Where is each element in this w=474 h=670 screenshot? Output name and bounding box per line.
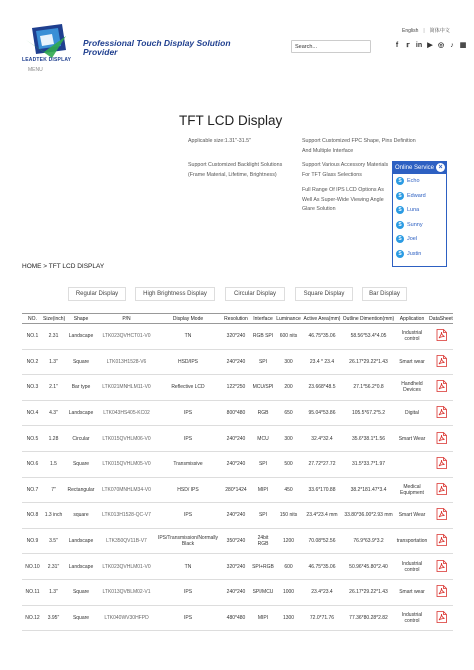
- cell-pn[interactable]: LTK013H1528-V6: [98, 349, 155, 375]
- cell-display-mode: TN: [155, 554, 221, 580]
- cell-size: 4.3": [43, 400, 64, 426]
- shopping-icon[interactable]: ▦: [459, 42, 467, 49]
- cell-size: 1.5: [43, 451, 64, 477]
- cell-pn[interactable]: LTK013H1528-QC-V7: [98, 503, 155, 529]
- agent-name: Sunny: [407, 221, 423, 228]
- language-switcher: [402, 27, 450, 34]
- table-row[interactable]: [22, 554, 453, 580]
- cell-no: NO.2: [22, 349, 43, 375]
- cell-datasheet: [429, 605, 453, 631]
- cell-pn[interactable]: LTK040WV30HFPD: [98, 605, 155, 631]
- cell-size: 7": [43, 477, 64, 503]
- cell-shape: Square: [64, 579, 98, 605]
- col-header-luminance: Luminance: [276, 315, 301, 322]
- table-row[interactable]: [22, 528, 453, 554]
- online-service-title: Online Service: [395, 165, 435, 171]
- cell-size: 1.3 inch: [43, 503, 64, 529]
- cell-interface: RGB: [251, 400, 275, 426]
- cell-shape: Rectangular: [64, 477, 98, 503]
- cell-datasheet: [429, 426, 453, 452]
- cell-application: Digital: [395, 400, 429, 426]
- cell-application: Smart wear: [395, 579, 429, 605]
- cell-no: NO.5: [22, 426, 43, 452]
- skype-icon: S: [396, 221, 404, 229]
- feature-ips: Full Range Of IPS LCD Options As Well As Super-Wide Viewing Angle Glare Solution: [302, 187, 384, 212]
- cell-outline: 31.5*33.7*1.97: [342, 451, 395, 477]
- skype-icon: S: [396, 235, 404, 243]
- cell-active-area: 33.6*170.88: [302, 477, 342, 503]
- cell-luminance: 600 nits: [275, 324, 302, 350]
- table-row[interactable]: [22, 503, 453, 529]
- feature-backlight: Support Customized Backlight Solutions (Frame Material, Lifetime, Brightness): [188, 162, 283, 178]
- cell-pn[interactable]: LTK043HS405-KC02: [98, 400, 155, 426]
- cell-resolution: 480*480: [221, 605, 251, 631]
- cell-display-mode: IPS: [155, 579, 221, 605]
- cell-interface: SPI/MCU: [251, 579, 275, 605]
- pdf-download-icon[interactable]: [436, 534, 447, 546]
- tiktok-icon[interactable]: ♪: [450, 42, 454, 49]
- skype-icon: S: [396, 177, 404, 185]
- cell-outline: 76.9*63.9*3.2: [342, 528, 395, 554]
- cell-no: NO.8: [22, 503, 43, 529]
- cell-application: Industrial control: [395, 324, 429, 350]
- cell-display-mode: IPS: [155, 503, 221, 529]
- cell-shape: Square: [64, 605, 98, 631]
- cell-datasheet: [429, 349, 453, 375]
- cell-resolution: 280*1424: [221, 477, 251, 503]
- cell-application: Industrial control: [395, 605, 429, 631]
- cell-display-mode: IPS: [155, 605, 221, 631]
- cell-resolution: 240*240: [221, 349, 251, 375]
- cell-datasheet: [429, 451, 453, 477]
- cell-no: NO.10: [22, 554, 43, 580]
- cell-interface: SPI: [251, 349, 275, 375]
- search-input[interactable]: [291, 40, 371, 53]
- cell-luminance: 650: [275, 400, 302, 426]
- cell-no: NO.3: [22, 375, 43, 401]
- cell-luminance: 500: [275, 451, 302, 477]
- table-row[interactable]: [22, 451, 453, 477]
- cell-display-mode: HSD/IPS: [155, 349, 221, 375]
- cell-display-mode: Reflective LCD: [155, 375, 221, 401]
- cell-application: Smart Wear: [395, 426, 429, 452]
- agent-name: Echo: [407, 178, 420, 185]
- cell-interface: SPI: [251, 451, 275, 477]
- cell-datasheet: [429, 528, 453, 554]
- cell-application: transportation: [395, 528, 429, 554]
- cell-interface: MCU/SPI: [251, 375, 275, 401]
- cell-no: NO.12: [22, 605, 43, 631]
- service-agent-joel[interactable]: [393, 232, 446, 247]
- tab-high-brightness-display[interactable]: High Brightness Display: [135, 287, 215, 301]
- cell-active-area: 23.4*23.4 mm: [302, 503, 342, 529]
- col-header-resolution: Resolution: [221, 314, 251, 324]
- breadcrumb[interactable]: HOME > TFT LCD DISPLAY: [22, 263, 105, 270]
- facebook-icon[interactable]: f: [395, 42, 399, 49]
- cell-interface: SPI: [251, 503, 275, 529]
- col-header-application: Application: [395, 314, 429, 324]
- agent-name: Edward: [407, 192, 426, 199]
- col-header-datasheet: DataSheet: [429, 315, 453, 322]
- col-header-size: Size(inch): [43, 315, 66, 322]
- cell-outline: 77.36*80.28*2.82: [342, 605, 395, 631]
- col-header-outline: Outline Dimention(mm): [342, 315, 395, 322]
- cell-active-area: 23.668*48.5: [302, 375, 342, 401]
- cell-size: 3.95": [43, 605, 64, 631]
- cell-display-mode: IPS/Transmission/Normally Black: [155, 528, 221, 554]
- cell-application: Industrial control: [395, 554, 429, 580]
- lang-chinese-link[interactable]: 简体中文: [429, 28, 450, 34]
- col-header-interface: Interface: [251, 314, 275, 324]
- cell-luminance: 300: [275, 349, 302, 375]
- cell-outline: 58.56*53.4*4.05: [342, 324, 395, 350]
- table-row[interactable]: [22, 375, 453, 401]
- instagram-icon[interactable]: ◎: [437, 42, 445, 49]
- tab-bar-display[interactable]: Bar Display: [362, 287, 407, 301]
- cell-size: 1.28: [43, 426, 64, 452]
- skype-icon: S: [396, 192, 404, 200]
- cell-no: NO.7: [22, 477, 43, 503]
- cell-pn[interactable]: LTK015QVHLM06-V0: [98, 426, 155, 452]
- cell-application: [395, 451, 429, 477]
- cell-application: Smart wear: [395, 349, 429, 375]
- skype-icon: S: [396, 206, 404, 214]
- cell-display-mode: IPS: [155, 400, 221, 426]
- service-agent-echo[interactable]: [393, 174, 446, 189]
- service-agent-luna[interactable]: [393, 203, 446, 218]
- col-header-active-area: Active Area(mm): [303, 315, 341, 322]
- cell-resolution: 350*240: [221, 528, 251, 554]
- youtube-icon[interactable]: ▶: [427, 42, 433, 49]
- skype-icon: S: [396, 250, 404, 258]
- cell-no: NO.1: [22, 324, 43, 350]
- cell-shape: Landscape: [64, 528, 98, 554]
- page-title: TFT LCD Display: [179, 113, 283, 128]
- cell-outline: 26.17*29.22*1.43: [342, 349, 395, 375]
- cell-luminance: 1200: [275, 528, 302, 554]
- cell-active-area: 70.08*52.56: [302, 528, 342, 554]
- cell-active-area: 32.4*32.4: [302, 426, 342, 452]
- cell-application: Smart Wear: [395, 503, 429, 529]
- table-header-row: [22, 314, 453, 324]
- leadtek-logo[interactable]: [22, 22, 74, 62]
- cell-datasheet: [429, 324, 453, 350]
- agent-name: Luna: [407, 207, 420, 214]
- cell-size: 2.31: [43, 324, 64, 350]
- site-slogan: Professional Touch Display Solution Provider: [83, 38, 231, 57]
- cell-pn[interactable]: LTK013QVBLM02-V1: [98, 579, 155, 605]
- cell-datasheet: [429, 579, 453, 605]
- cell-no: NO.6: [22, 451, 43, 477]
- cell-outline: 35.6*38.1*1.56: [342, 426, 395, 452]
- cell-active-area: 46.75*35.06: [302, 554, 342, 580]
- table-row[interactable]: [22, 579, 453, 605]
- cell-no: NO.9: [22, 528, 43, 554]
- service-agent-justin[interactable]: [393, 247, 446, 262]
- cell-shape: Landscape: [64, 324, 98, 350]
- cell-pn[interactable]: LTK023QVHLM01-V0: [98, 554, 155, 580]
- pdf-download-icon[interactable]: [436, 611, 447, 623]
- cell-luminance: 300: [275, 426, 302, 452]
- cell-pn[interactable]: LTK023QVHCT01-V0: [98, 324, 155, 350]
- cell-shape: Landscape: [64, 400, 98, 426]
- col-header-display-mode: Display Mode: [155, 314, 221, 324]
- table-row[interactable]: [22, 349, 453, 375]
- linkedin-icon[interactable]: in: [415, 42, 423, 49]
- cell-size: 2.31": [43, 554, 64, 580]
- logo-text: LEADTEK DISPLAY: [22, 57, 72, 63]
- social-links: [393, 41, 467, 50]
- cell-active-area: 27.72*27.72: [302, 451, 342, 477]
- cell-shape: Circular: [64, 426, 98, 452]
- cell-resolution: 320*240: [221, 554, 251, 580]
- cell-display-mode: TN: [155, 324, 221, 350]
- lang-english-link[interactable]: English: [402, 28, 419, 34]
- cell-outline: 33.80*36.00*2.93 mm: [342, 503, 395, 529]
- feature-size: Applicable size:1.31"-31.5": [188, 138, 251, 144]
- table-row[interactable]: [22, 605, 453, 631]
- cell-datasheet: [429, 400, 453, 426]
- cell-shape: Bar type: [64, 375, 98, 401]
- cell-datasheet: [429, 554, 453, 580]
- tab-circular-display[interactable]: Circular Display: [225, 287, 285, 301]
- cell-luminance: 200: [275, 375, 302, 401]
- cell-pn[interactable]: LTK015QVHLM05-V0: [98, 451, 155, 477]
- feature-fpc: Support Customized FPC Shape, Pins Definition And Multiple Interface: [302, 138, 416, 154]
- cell-interface: 24bit RGB: [251, 528, 275, 554]
- cell-resolution: 800*480: [221, 400, 251, 426]
- table-row[interactable]: [22, 324, 453, 350]
- agent-name: Justin: [407, 250, 422, 257]
- cell-datasheet: [429, 375, 453, 401]
- cell-pn[interactable]: LTK021MNHLM11-V0: [98, 375, 155, 401]
- cell-interface: MIPI: [251, 477, 275, 503]
- service-agent-sunny[interactable]: [393, 218, 446, 233]
- cell-active-area: 23.4 * 23.4: [302, 349, 342, 375]
- cell-resolution: 240*240: [221, 503, 251, 529]
- feature-accessory: Support Various Accessory Materials For TFT Glass Selections: [302, 162, 389, 178]
- cell-luminance: 450: [275, 477, 302, 503]
- pdf-download-icon[interactable]: [436, 483, 447, 495]
- table-row[interactable]: [22, 426, 453, 452]
- pdf-download-icon[interactable]: [436, 355, 447, 367]
- cell-resolution: 320*240: [221, 324, 251, 350]
- lang-separator: |: [423, 28, 425, 34]
- online-service-header: [393, 162, 446, 174]
- cell-size: 2.1": [43, 375, 64, 401]
- cell-shape: square: [64, 503, 98, 529]
- cell-datasheet: [429, 503, 453, 529]
- cell-interface: MIPI: [251, 605, 275, 631]
- cell-active-area: 23.4*23.4: [302, 579, 342, 605]
- pdf-download-icon[interactable]: [436, 457, 447, 469]
- tab-regular-display[interactable]: Regular Display: [68, 287, 126, 301]
- pdf-download-icon[interactable]: [436, 432, 447, 444]
- cell-luminance: 1000: [275, 579, 302, 605]
- cell-outline: 27.1*56.2*0.8: [342, 375, 395, 401]
- cell-size: 1.3": [43, 579, 64, 605]
- cell-shape: Square: [64, 349, 98, 375]
- cell-resolution: 240*240: [221, 579, 251, 605]
- close-icon[interactable]: ×: [436, 163, 445, 172]
- online-service-panel: [392, 161, 447, 267]
- cell-interface: SPI+RGB: [251, 554, 275, 580]
- product-table: [22, 313, 453, 631]
- cell-outline: 38.2*181.47*3.4: [342, 477, 395, 503]
- menu-button[interactable]: MENU: [28, 67, 43, 73]
- cell-no: NO.4: [22, 400, 43, 426]
- table-row[interactable]: [22, 477, 453, 503]
- cell-luminance: 150 nits: [275, 503, 302, 529]
- cell-resolution: 240*240: [221, 426, 251, 452]
- cell-resolution: 240*240: [221, 451, 251, 477]
- cell-display-mode: Transmissive: [155, 451, 221, 477]
- cell-display-mode: IPS: [155, 426, 221, 452]
- pdf-download-icon[interactable]: [436, 380, 447, 392]
- cell-active-area: 46.75*35.06: [302, 324, 342, 350]
- cell-size: 3.5": [43, 528, 64, 554]
- agent-name: Joel: [407, 236, 418, 243]
- cell-size: 1.3": [43, 349, 64, 375]
- table-row[interactable]: [22, 400, 453, 426]
- cell-display-mode: HSD/ IPS: [155, 477, 221, 503]
- pdf-download-icon[interactable]: [436, 585, 447, 597]
- col-header-no: NO.: [22, 314, 43, 324]
- tab-square-display[interactable]: Square Display: [295, 287, 353, 301]
- cell-outline: 105.5*67.2*5.2: [342, 400, 395, 426]
- cell-shape: Square: [64, 451, 98, 477]
- col-header-pn: P/N: [98, 314, 155, 324]
- pdf-download-icon[interactable]: [436, 406, 447, 418]
- pdf-download-icon[interactable]: [436, 329, 447, 341]
- cell-luminance: 1300: [275, 605, 302, 631]
- cell-pn[interactable]: LTK350QV11B-V7: [98, 528, 155, 554]
- service-agent-edward[interactable]: [393, 189, 446, 204]
- cell-shape: Landscape: [64, 554, 98, 580]
- cell-resolution: 122*250: [221, 375, 251, 401]
- cell-outline: 26.17*29.22*1.43: [342, 579, 395, 605]
- cell-luminance: 600: [275, 554, 302, 580]
- cell-outline: 50.96*45.80*2.40: [342, 554, 395, 580]
- pdf-download-icon[interactable]: [436, 560, 447, 572]
- twitter-icon[interactable]: 𝕣: [406, 42, 410, 49]
- cell-no: NO.11: [22, 579, 43, 605]
- col-header-shape: Shape: [64, 314, 98, 324]
- cell-interface: RGB SPI: [251, 324, 275, 350]
- cell-datasheet: [429, 477, 453, 503]
- pdf-download-icon[interactable]: [436, 508, 447, 520]
- cell-pn[interactable]: LTK070MNHLM34-V0: [98, 477, 155, 503]
- cell-application: Handheld Devices: [395, 375, 429, 401]
- cell-application: Medical Equipment: [395, 477, 429, 503]
- cell-interface: MCU: [251, 426, 275, 452]
- cell-active-area: 72.0*71.76: [302, 605, 342, 631]
- cell-active-area: 95.04*53.86: [302, 400, 342, 426]
